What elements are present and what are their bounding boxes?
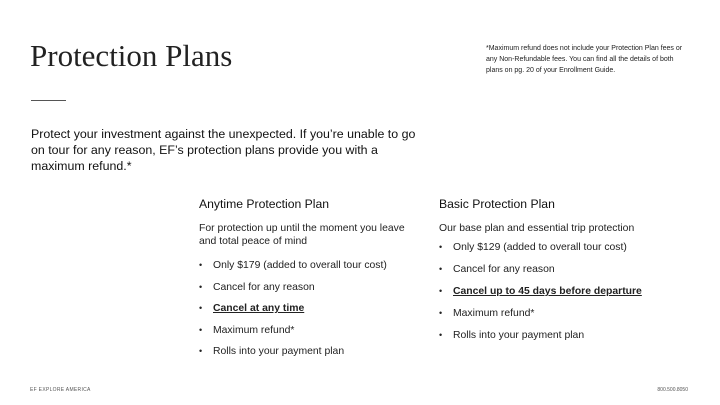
- list-item: [199, 281, 419, 294]
- feature-text: Cancel for any reason: [453, 264, 555, 275]
- feature-text: Cancel for any reason: [213, 281, 315, 293]
- list-item: [439, 329, 679, 342]
- bullet-icon: •: [439, 286, 443, 296]
- plan-title: Basic Protection Plan: [439, 197, 555, 211]
- feature-text: Rolls into your payment plan: [453, 330, 585, 341]
- bullet-icon: •: [439, 264, 443, 274]
- feature-text-highlight: Cancel up to 45 days before departure: [453, 286, 642, 297]
- plan-features-list: [439, 241, 679, 342]
- plan-description: For protection up until the moment you leave and total peace of mind: [199, 223, 405, 247]
- phone-footer: 800.500.8050: [657, 387, 688, 393]
- plan-features-list: [199, 259, 419, 358]
- feature-text: Only $129 (added to overall tour cost): [453, 242, 627, 253]
- bullet-icon: •: [199, 260, 203, 270]
- refund-footnote: *Maximum refund does not include your Protection Plan fees or any Non-Refundable fees. You can find all the details of both plans on pg. 20 of your Enrollment Guide.: [486, 45, 683, 74]
- list-item: [199, 345, 419, 358]
- list-item: [199, 259, 419, 272]
- title-underline-divider: [31, 100, 66, 101]
- bullet-icon: •: [439, 308, 443, 318]
- plan-description: Our base plan and essential trip protection: [439, 223, 635, 234]
- basic-protection-plan: [439, 197, 679, 351]
- page-title: Protection Plans: [30, 38, 233, 73]
- list-item: [199, 302, 419, 315]
- feature-text: Maximum refund*: [213, 324, 295, 336]
- feature-text-highlight: Cancel at any time: [213, 303, 305, 314]
- bullet-icon: •: [199, 281, 203, 292]
- feature-text: Maximum refund*: [453, 308, 535, 319]
- intro-paragraph: Protect your investment against the unexpected. If you’re unable to go on tour for any reason, EF’s protection plans provide you with a maximum refund.*: [31, 127, 416, 173]
- bullet-icon: •: [439, 242, 443, 252]
- list-item: [439, 241, 679, 254]
- bullet-icon: •: [199, 303, 203, 313]
- list-item: [439, 307, 679, 320]
- anytime-protection-plan: [199, 197, 419, 367]
- feature-text: Only $179 (added to overall tour cost): [213, 260, 387, 271]
- bullet-icon: •: [439, 330, 443, 340]
- bullet-icon: •: [199, 346, 203, 356]
- bullet-icon: •: [199, 324, 203, 335]
- list-item: [199, 324, 419, 337]
- list-item: [439, 285, 679, 298]
- plan-title: Anytime Protection Plan: [199, 197, 330, 211]
- brand-footer: EF EXPLORE AMERICA: [30, 387, 91, 393]
- feature-text: Rolls into your payment plan: [213, 346, 345, 357]
- list-item: [439, 263, 679, 276]
